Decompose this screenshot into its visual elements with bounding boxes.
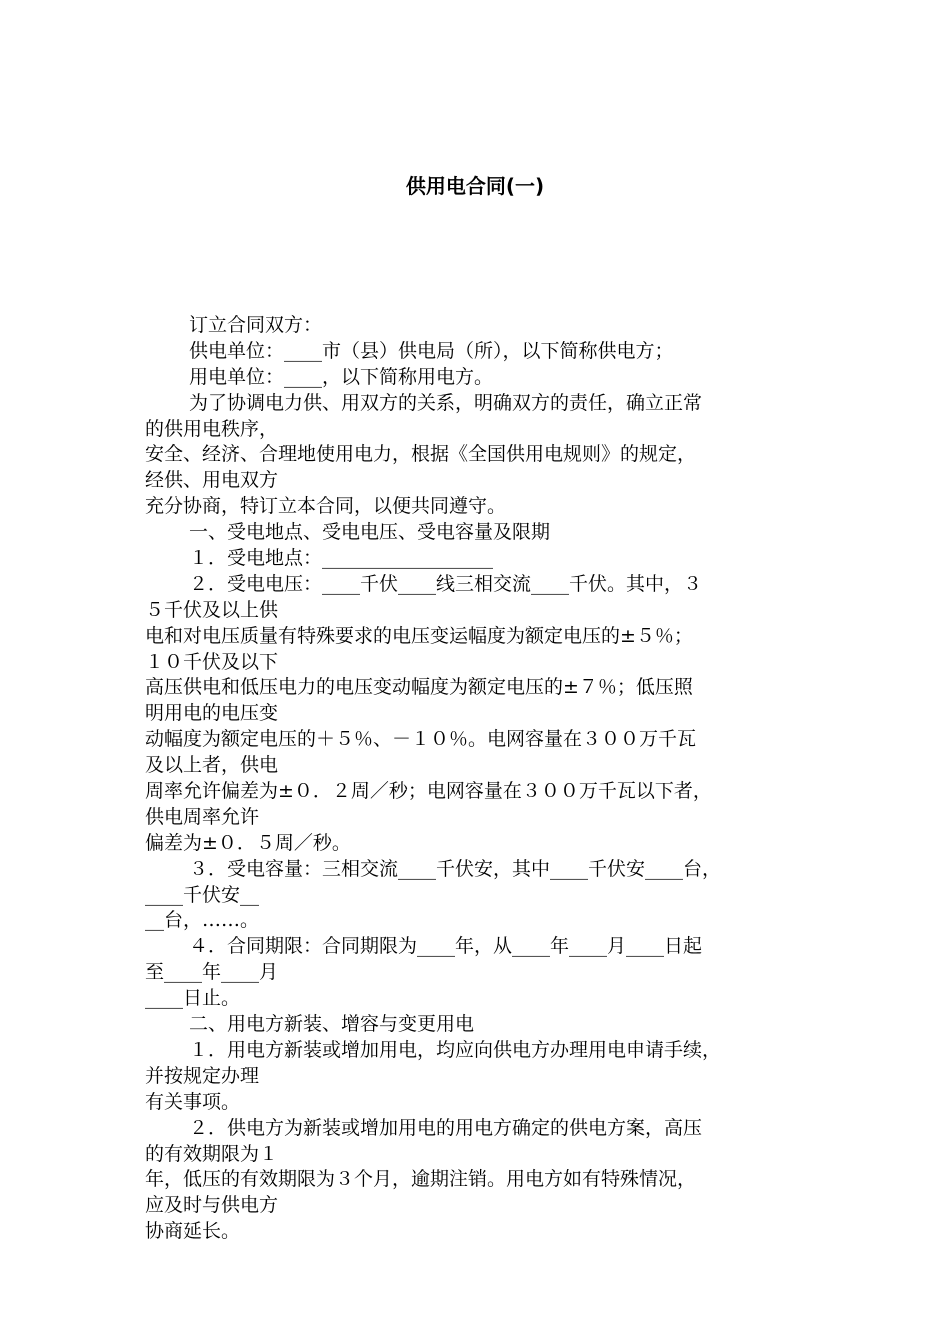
text-line: 二、用电方新装、增容与变更用电 bbox=[145, 1013, 475, 1036]
text-line: 电和对电压质量有特殊要求的电压变运幅度为额定电压的±５％； bbox=[145, 624, 693, 647]
text-line: 协商延长。 bbox=[145, 1220, 241, 1243]
text-line: 的有效期限为１ bbox=[145, 1142, 279, 1165]
text-line: ３．受电容量：三相交流____千伏安，其中____千伏安____台， bbox=[145, 857, 722, 880]
text-line: 为了协调电力供、用双方的关系，明确双方的责任，确立正常 bbox=[145, 391, 703, 414]
text-line: __台，……。 bbox=[145, 909, 260, 932]
text-line: 安全、经济、合理地使用电力，根据《全国供用电规则》的规定， bbox=[145, 443, 697, 466]
text-line: ____日止。 bbox=[145, 987, 241, 1010]
text-line: 动幅度为额定电压的＋５％、－１０％。电网容量在３００万千瓦 bbox=[145, 728, 697, 751]
text-line: 供电周率允许 bbox=[145, 805, 260, 828]
document-body bbox=[145, 313, 825, 1245]
document-title: 供用电合同(一) bbox=[405, 174, 545, 198]
text-line: ____千伏安__ bbox=[145, 883, 260, 906]
text-line: 经供、用电双方 bbox=[145, 469, 279, 492]
text-line: ５千伏及以上供 bbox=[145, 598, 279, 621]
text-line: 充分协商，特订立本合同，以便共同遵守。 bbox=[145, 495, 507, 518]
text-line: 应及时与供电方 bbox=[145, 1194, 279, 1217]
text-line: 的供用电秩序， bbox=[145, 417, 279, 440]
text-line: 高压供电和低压电力的电压变动幅度为额定电压的±７％；低压照 bbox=[145, 676, 693, 699]
text-line: 有关事项。 bbox=[145, 1090, 241, 1113]
text-line: １０千伏及以下 bbox=[145, 650, 279, 673]
text-line: ２．受电电压：____千伏____线三相交流____千伏。其中，３ bbox=[145, 572, 703, 595]
text-line: １．用电方新装或增加用电，均应向供电方办理用电申请手续， bbox=[145, 1038, 722, 1061]
text-line: 年，低压的有效期限为３个月，逾期注销。用电方如有特殊情况， bbox=[145, 1168, 697, 1191]
text-line: 供电单位：____市（县）供电局（所），以下简称供电方； bbox=[145, 339, 674, 362]
text-line: 偏差为±０．５周／秒。 bbox=[145, 831, 351, 854]
text-line: 周率允许偏差为±０．２周／秒；电网容量在３００万千瓦以下者， bbox=[145, 780, 712, 803]
text-line: 及以上者，供电 bbox=[145, 754, 279, 777]
text-line: １．受电地点：__________________ bbox=[145, 547, 494, 570]
text-line: 一、受电地点、受电电压、受电容量及限期 bbox=[145, 521, 551, 544]
text-line: ４．合同期限：合同期限为____年，从____年____月____日起 bbox=[145, 935, 703, 958]
text-line: ２．供电方为新装或增加用电的用电方确定的供电方案，高压 bbox=[145, 1116, 703, 1139]
text-line: 至____年____月 bbox=[145, 961, 279, 984]
text-line: 用电单位：____，以下简称用电方。 bbox=[145, 365, 494, 388]
text-line: 明用电的电压变 bbox=[145, 702, 279, 725]
text-line: 订立合同双方： bbox=[145, 314, 323, 336]
text-line: 并按规定办理 bbox=[145, 1064, 260, 1087]
